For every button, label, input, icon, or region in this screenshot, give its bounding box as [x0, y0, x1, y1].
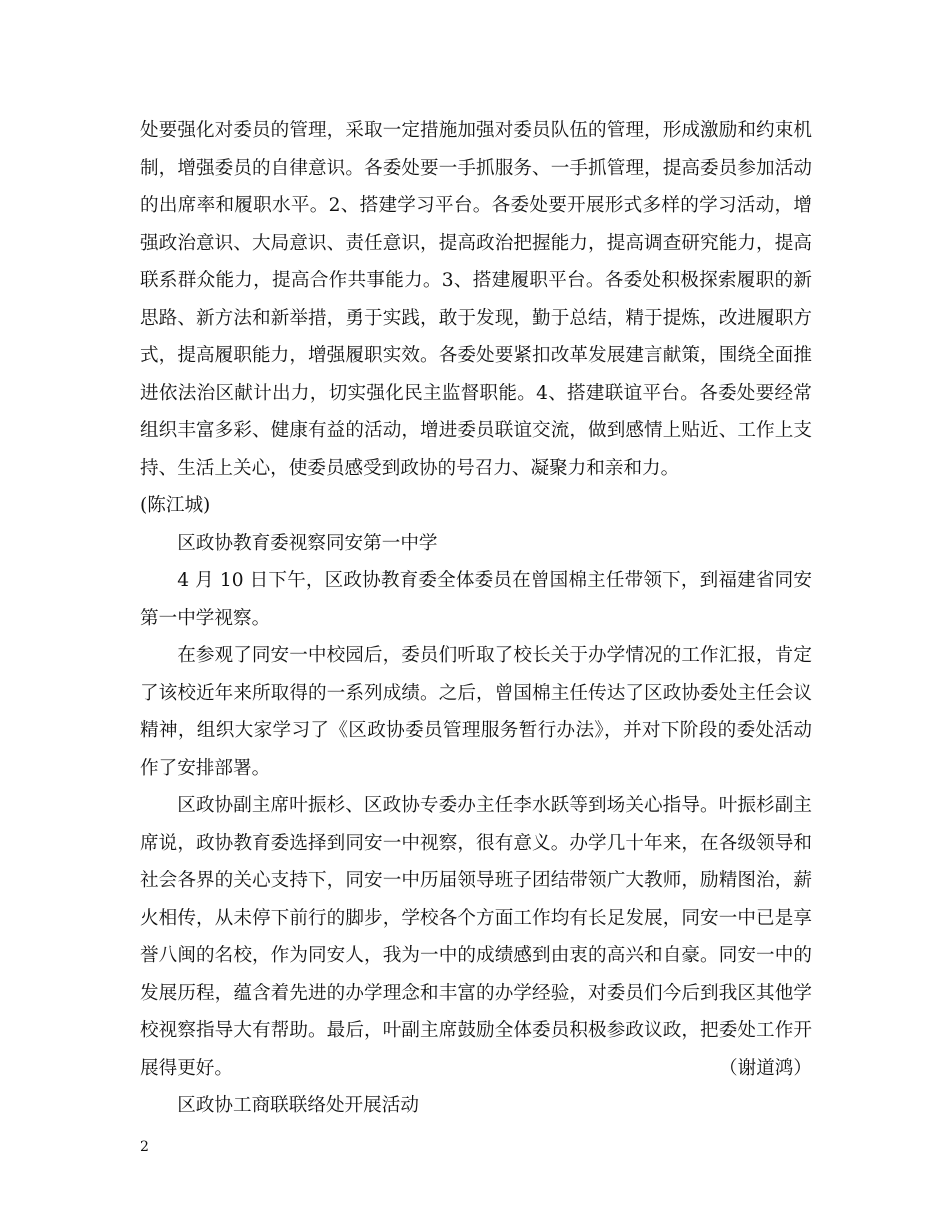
page-number: 2	[140, 1139, 149, 1155]
paragraph: 4 月 10 日下午，区政协教育委全体委员在曾国棉主任带领下，到福建省同安第一中学视察。	[140, 570, 812, 629]
article-title: 区政协工商联联络处开展活动	[177, 1095, 419, 1116]
paragraph	[140, 787, 812, 1087]
author-credit: （谢道鸿）	[719, 1057, 812, 1079]
body-text	[140, 112, 812, 1125]
article-title: 区政协教育委视察同安第一中学	[177, 532, 438, 554]
author-credit: (陈江城)	[140, 495, 211, 516]
paragraph-text: 区政协副主席叶振杉、区政协专委办主任李水跃等到场关心指导。叶振杉副主席说，政协教育委选择到同安一中视察，很有意义。办学几十年来，在各级领导和社会各界的关心支持下，同安一中历届领导班子团结带领广大教师，励精图治，薪火相传，从未停下前行的脚步，学校各个方面工作均有长足发展，同安一中已是享誉八闽的名校，作为同安人，我为一中的成绩感到由衷的高兴和自豪。同安一中的发展历程，蕴含着先进的办学理念和丰富的办学经验，对委员们今后到我区其他学校视察指导大有帮助。最后，叶副主席鼓励全体委员积极参政议政，把委处工作开展得更好。	[140, 795, 812, 1079]
paragraph: 在参观了同安一中校园后，委员们听取了校长关于办学情况的工作汇报，肯定了该校近年来所取得的一系列成绩。之后，曾国棉主任传达了区政协委处主任会议精神，组织大家学习了《区政协委员管理服务暂行办法》，并对下阶段的委处活动作了安排部署。	[140, 645, 812, 779]
paragraph-continued: 处要强化对委员的管理，采取一定措施加强对委员队伍的管理，形成激励和约束机制，增强委员的自律意识。各委处要一手抓服务、一手抓管理，提高委员参加活动的出席率和履职水平。2、搭建学习平台。各委处要开展形式多样的学习活动，增强政治意识、大局意识、责任意识，提高政治把握能力，提高调查研究能力，提高联系群众能力，提高合作共事能力。3、搭建履职平台。各委处积极探索履职的新思路、新方法和新举措，勇于实践，敢于发现，勤于总结，精于提炼，改进履职方式，提高履职能力，增强履职实效。各委处要紧扣改革发展建言献策，围绕全面推进依法治区献计出力，切实强化民主监督职能。4、搭建联谊平台。各委处要经常组织丰富多彩、健康有益的活动，增进委员联谊交流，做到感情上贴近、工作上支持、生活上关心，使委员感受到政协的号召力、凝聚力和亲和力。	[140, 120, 812, 479]
